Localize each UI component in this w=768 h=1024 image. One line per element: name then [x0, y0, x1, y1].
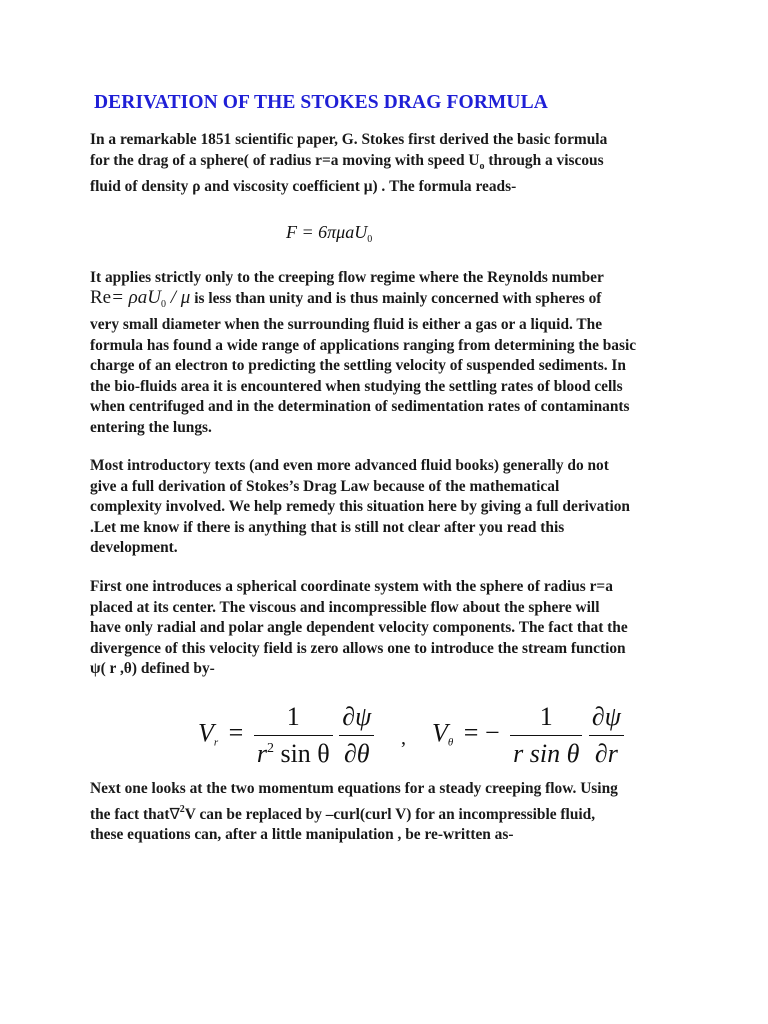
vtheta-fraction-1: [510, 702, 582, 769]
momentum-line-1: Next one looks at the two momentum equations for a steady creeping flow. Using: [90, 780, 618, 797]
vr-denominator: [254, 736, 333, 769]
coords-line-2: placed at its center. The viscous and incompressible flow about the sphere will: [90, 598, 600, 616]
drag-formula-lhs: F: [286, 222, 297, 242]
intro-line-1: In a remarkable 1851 scientific paper, G. Stokes first derived the basic formula: [90, 131, 608, 148]
coords-paragraph: [90, 577, 690, 680]
momentum-line-2a: the fact that: [90, 805, 170, 823]
vtheta-numerator: 1: [510, 702, 582, 736]
vtheta-dpsi: ∂ψ: [589, 702, 624, 736]
drag-formula-rhs: = 6πμaU: [301, 222, 368, 242]
momentum-line-3: these equations can, after a little manipulation , be re-written as-: [90, 826, 514, 843]
vr-subscript: r: [213, 736, 219, 749]
reynolds-tail: / μ: [166, 286, 191, 308]
vtheta-fraction-2: [589, 702, 624, 769]
vr-den-exp: 2: [266, 741, 274, 756]
coords-line-4: divergence of this velocity field is zero allows one to introduce the stream function: [90, 639, 626, 657]
intro-line-3: fluid of density ρ and viscosity coefficient μ) . The formula reads-: [90, 178, 517, 195]
vr-fraction-1: [254, 702, 333, 769]
vtheta-symbol: V: [432, 718, 448, 748]
texts-line-1: Most introductory texts (and even more advanced fluid books) generally do not: [90, 457, 609, 474]
texts-line-3: complexity involved. We help remedy this situation here by giving a full derivation: [90, 498, 630, 515]
nabla-exponent: 2: [179, 803, 185, 815]
momentum-line-2b: V can be replaced by –curl(curl V) for an incompressible fluid,: [184, 805, 596, 823]
momentum-line-2: [90, 800, 690, 826]
intro-line-2b: through a viscous: [484, 151, 604, 169]
vtheta-equals: = −: [463, 718, 500, 748]
texts-paragraph: [90, 456, 690, 559]
velocity-vr-equation: [198, 702, 374, 769]
vr-numerator: 1: [254, 702, 333, 736]
intro-paragraph: [90, 130, 690, 198]
applies-paragraph: [90, 268, 690, 438]
reynolds-expr: = ρaU: [111, 286, 162, 308]
vr-dtheta: ∂θ: [343, 739, 370, 768]
nabla-symbol: ∇: [169, 805, 180, 823]
applies-line-8: entering the lungs.: [90, 418, 212, 436]
coords-line-5: ψ( r ,θ) defined by-: [90, 660, 215, 677]
coords-line-3: have only radial and polar angle dependent velocity components. The fact that the: [90, 619, 628, 636]
applies-line-2-rest: is less than unity and is thus mainly concerned with spheres of: [190, 289, 602, 307]
applies-line-1: It applies strictly only to the creeping flow regime where the Reynolds number: [90, 269, 604, 286]
applies-line-7: when centrifuged and in the determination of sedimentation rates of contaminants: [90, 398, 630, 415]
vr-dpsi: ∂ψ: [339, 702, 374, 736]
texts-line-5: development.: [90, 539, 178, 556]
velocity-vtheta-equation: [432, 702, 624, 769]
page-title: DERIVATION OF THE STOKES DRAG FORMULA: [94, 92, 548, 113]
drag-formula: [286, 222, 372, 245]
momentum-paragraph: [90, 779, 690, 846]
intro-line-2: [90, 151, 690, 178]
equation-comma: ,: [401, 727, 406, 749]
vtheta-subscript: θ: [447, 736, 454, 749]
vr-symbol: V: [198, 718, 214, 748]
applies-line-4: formula has found a wide range of applications ranging from determining the basic: [90, 336, 637, 354]
texts-line-2: give a full derivation of Stokes’s Drag Law because of the mathematical: [90, 477, 560, 495]
applies-line-2: [90, 288, 690, 316]
coords-line-1: First one introduces a spherical coordinate system with the sphere of radius r=a: [90, 578, 613, 595]
vr-fraction-2: [339, 702, 374, 769]
intro-subscript: o: [479, 160, 485, 172]
vr-equals: =: [228, 718, 244, 748]
applies-line-3: very small diameter when the surrounding fluid is either a gas or a liquid. The: [90, 316, 603, 333]
texts-line-4: .Let me know if there is anything that is still not clear after you read this: [90, 518, 565, 536]
intro-line-2a: for the drag of a sphere( of radius r=a moving with speed U: [90, 151, 480, 169]
reynolds-sub: 0: [161, 298, 167, 310]
vtheta-dr: ∂r: [594, 739, 618, 768]
applies-line-5: charge of an electron to predicting the settling velocity of suspended sediments. In: [90, 357, 626, 374]
applies-line-6: the bio-fluids area it is encountered when studying the settling rates of blood cells: [90, 377, 623, 395]
reynolds-label: Re: [90, 286, 112, 308]
vr-den-rest: sin θ: [273, 739, 330, 768]
vr-den-r: r: [256, 739, 267, 768]
drag-formula-sub: 0: [367, 234, 373, 245]
vtheta-denominator: r sin θ: [513, 739, 580, 768]
